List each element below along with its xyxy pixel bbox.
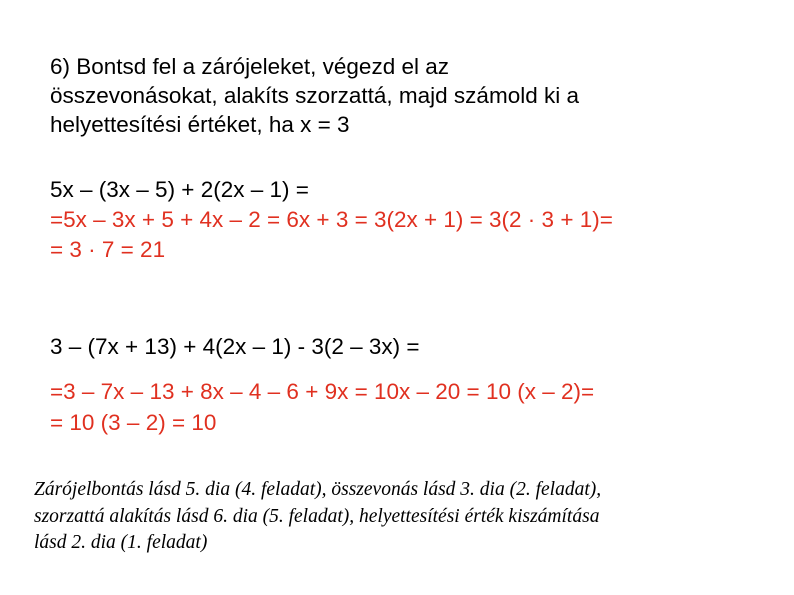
reference-note-line-1: Zárójelbontás lásd 5. dia (4. feladat), összevonás lásd 3. dia (2. feladat), bbox=[34, 479, 602, 500]
example1-expression: 5x – (3x – 5) + 2(2x – 1) = bbox=[50, 177, 309, 202]
example2-solution-line-2: = 10 (3 – 2) = 10 bbox=[50, 410, 217, 435]
example2-expression: 3 – (7x + 13) + 4(2x – 1) - 3(2 – 3x) = bbox=[50, 334, 420, 359]
reference-note bbox=[34, 477, 774, 557]
reference-note-line-2: szorzattá alakítás lásd 6. dia (5. feladat), helyettesítési érték kiszámítása bbox=[34, 505, 600, 527]
example1-solution-line-1: =5x – 3x + 5 + 4x – 2 = 6x + 3 = 3(2x + 1) = 3(2 · 3 + 1)= bbox=[50, 207, 613, 232]
task-line-3: helyettesítési értéket, ha x = 3 bbox=[50, 112, 350, 137]
task-line-1: 6) Bontsd fel a zárójeleket, végezd el az bbox=[50, 54, 449, 79]
example2-solution-line-1: =3 – 7x – 13 + 8x – 4 – 6 + 9x = 10x – 20 = 10 (x – 2)= bbox=[50, 379, 595, 404]
task-line-2: összevonásokat, alakíts szorzattá, majd számold ki a bbox=[50, 83, 579, 108]
example1-solution-line-2: = 3 · 7 = 21 bbox=[50, 237, 166, 262]
reference-note-line-3: lásd 2. dia (1. feladat) bbox=[34, 532, 208, 553]
